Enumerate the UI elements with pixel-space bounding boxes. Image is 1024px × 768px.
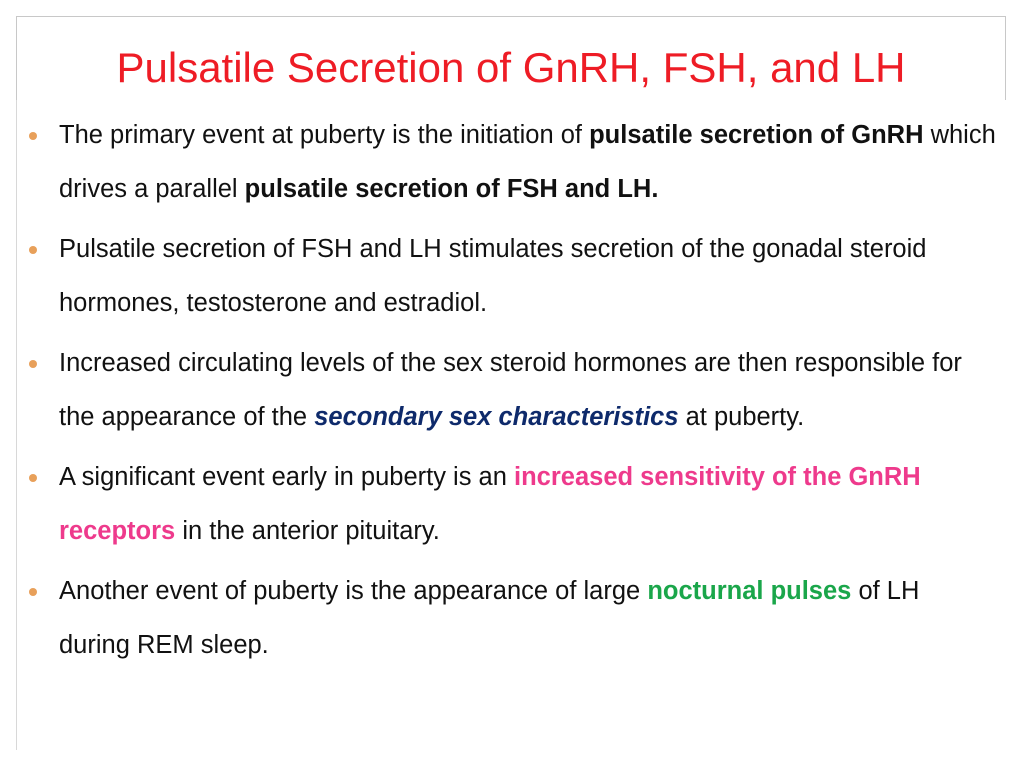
slide-title: Pulsatile Secretion of GnRH, FSH, and LH [116,44,906,91]
bullet-text [59,463,921,545]
bullet-dot-icon [29,132,37,140]
bullet-text [59,349,962,431]
text-segment: Pulsatile secretion of FSH and LH stimulates secretion of the gonadal steroid hormones, testosterone and estradiol. [59,235,927,317]
bullet-dot-icon [29,474,37,482]
emphasis-segment: pulsatile secretion of FSH and LH. [244,175,659,203]
bullet-item [26,222,996,330]
bullet-dot-icon [29,588,37,596]
bullet-item [26,108,996,216]
bullet-dot-icon [29,360,37,368]
bullet-item [26,336,996,444]
bullet-text [59,121,996,203]
bullet-item [26,450,996,558]
text-segment: The primary event at puberty is the initiation of [59,121,590,149]
emphasis-segment: pulsatile secretion of GnRH [589,121,924,149]
text-segment: which drives a parallel [59,121,996,203]
text-segment: Another event of puberty is the appearance of large [59,577,648,605]
bullet-list [26,108,996,672]
emphasis-segment: increased sensitivity of the GnRH receptors [59,463,921,545]
emphasis-segment: nocturnal pulses [647,577,852,605]
bullet-text [59,235,926,317]
bullet-item [26,564,996,672]
bullet-dot-icon [29,246,37,254]
text-segment: in the anterior pituitary. [175,517,440,545]
text-segment: of LH during REM sleep. [59,577,920,659]
slide-content [26,108,996,678]
text-segment: at puberty. [678,403,805,431]
text-segment: A significant event early in puberty is an [59,463,515,491]
emphasis-segment: secondary sex characteristics [314,403,679,431]
bullet-text [59,577,919,659]
text-segment: Increased circulating levels of the sex steroid hormones are then responsible for the appearance of the [59,349,962,431]
title-frame [16,16,1006,100]
left-rule [16,100,17,750]
